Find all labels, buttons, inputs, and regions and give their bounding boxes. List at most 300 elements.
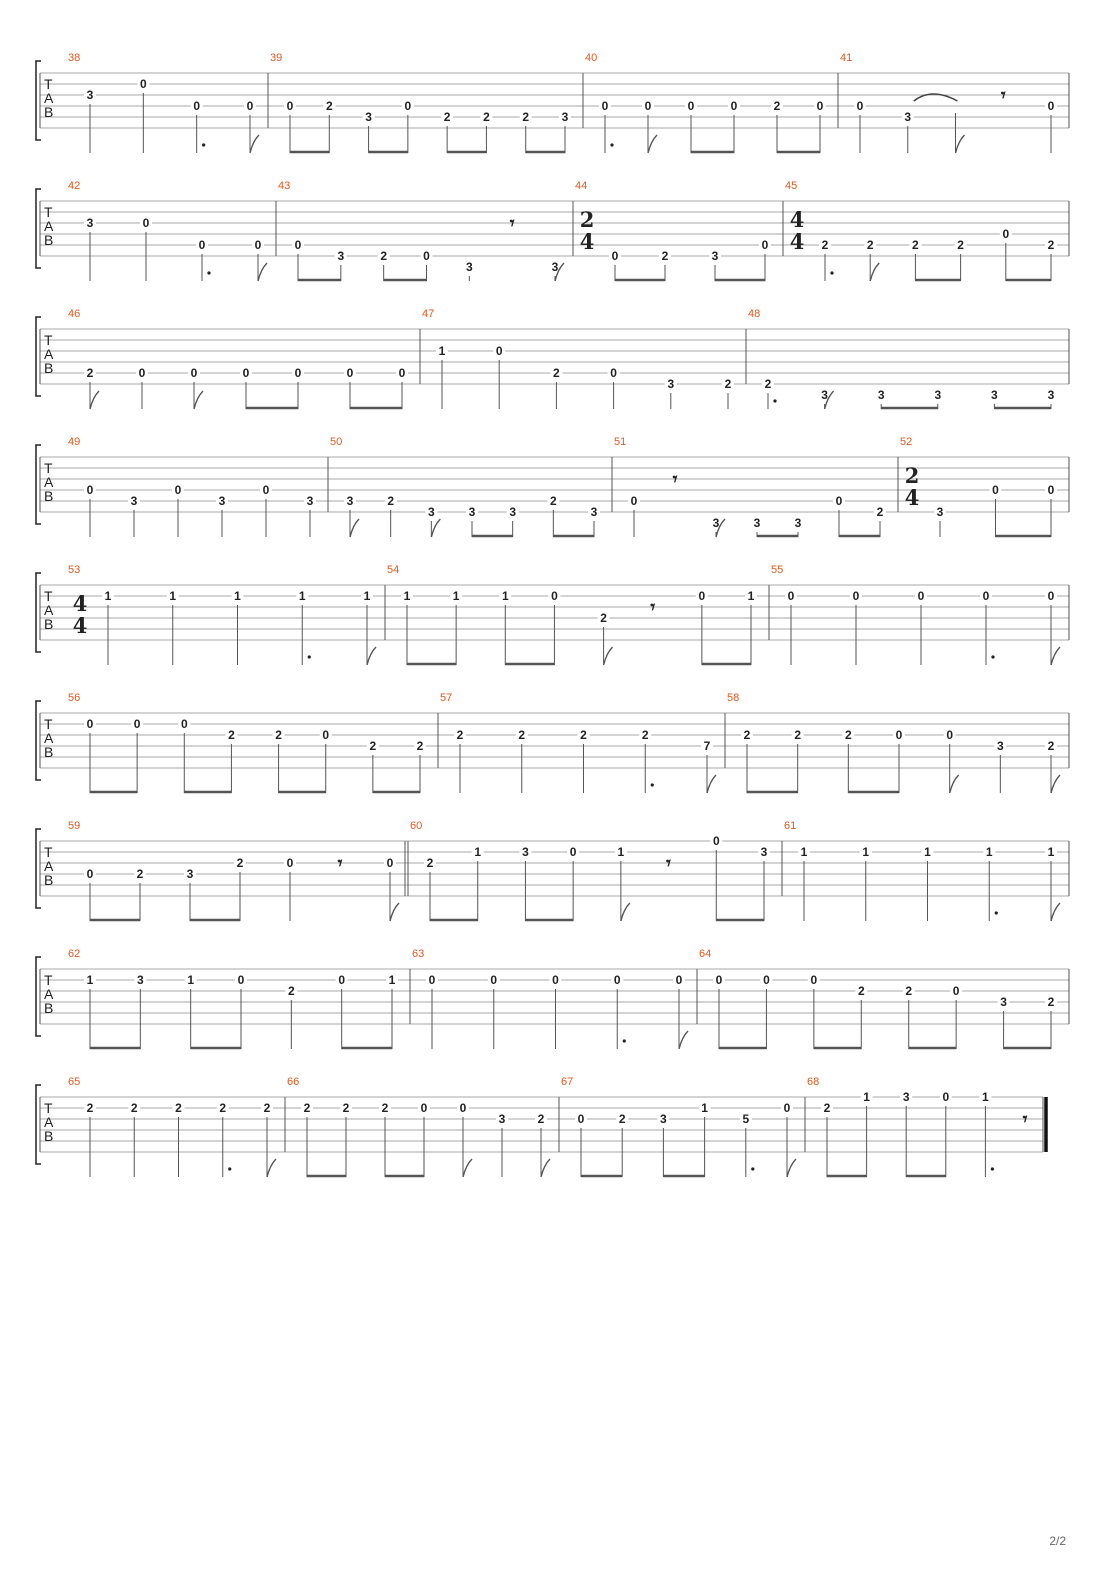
fret-number: 0 [942,1090,950,1104]
measure-number: 65 [68,1076,81,1088]
eighth-rest: 𝄾 [337,853,343,874]
fret-number: 2 [876,505,884,519]
fret-number: 3 [996,739,1004,753]
measure-61 [784,820,1060,921]
measure-44 [575,180,771,281]
fret-number: 3 [509,505,517,519]
fret-number: 3 [346,494,354,508]
fret-number: 5 [742,1112,750,1126]
measure-number: 45 [785,180,798,192]
fret-number: 0 [398,366,406,380]
fret-number: 3 [465,260,473,274]
tab-clef-letter: T [44,332,53,348]
fret-number: 1 [862,845,870,859]
fret-number: 0 [613,973,621,987]
fret-number: 0 [992,483,999,497]
fret-number: 3 [712,516,720,530]
fret-number: 1 [924,845,931,859]
fret-number: 0 [286,99,294,113]
fret-number: 1 [187,973,195,987]
fret-number: 2 [228,728,235,742]
measure-64 [699,948,1057,1049]
fret-number: 1 [617,845,625,859]
eighth-rest: 𝄾 [672,469,678,490]
fret-number: 2 [456,728,464,742]
duration-dot [202,143,205,146]
measure-58 [727,692,1060,793]
fret-number: 2 [580,728,587,742]
fret-number: 0 [86,717,94,731]
fret-number: 2 [794,728,802,742]
fret-number: 2 [387,494,395,508]
fret-number: 2 [483,110,490,124]
eighth-flag [267,1159,276,1177]
fret-number: 3 [667,377,675,391]
fret-number: 1 [169,589,177,603]
fret-number: 0 [86,483,94,497]
duration-dot [651,783,654,786]
duration-dot [308,655,311,658]
tab-clef-letter: B [44,1000,54,1016]
time-signature-bottom: 4 [904,485,920,510]
fret-number: 0 [86,867,94,881]
eighth-flag [541,1159,550,1177]
measure-55 [771,564,1060,665]
tab-clef-letter: T [44,972,53,988]
measure-number: 54 [387,564,400,576]
fret-number: 0 [139,77,147,91]
eighth-flag [258,263,267,281]
fret-number: 2 [175,1101,182,1115]
measure-68 [807,1076,1046,1177]
measure-51 [614,436,886,537]
eighth-flag [870,263,879,281]
fret-number: 0 [675,973,683,987]
fret-number: 0 [601,99,609,113]
fret-number: 2 [600,611,607,625]
fret-number: 0 [254,238,262,252]
fret-number: 3 [86,216,94,230]
fret-number: 0 [428,973,436,987]
eighth-rest: 𝄾 [1000,85,1006,106]
fret-number: 2 [821,238,829,252]
tab-system-7 [36,820,1069,921]
measure-number: 50 [330,436,343,448]
eighth-flag [707,775,716,793]
fret-number: 0 [242,366,250,380]
measure-number: 58 [727,692,740,704]
measure-number: 56 [68,692,81,704]
fret-number: 0 [856,99,864,113]
measure-number: 63 [412,948,425,960]
measure-57 [440,692,716,793]
fret-number: 2 [618,1112,626,1126]
eighth-flag [621,903,630,921]
fret-number: 0 [577,1112,585,1126]
fret-number: 2 [553,366,560,380]
tab-system-5 [36,564,1069,665]
fret-number: 2 [443,110,451,124]
duration-dot [610,143,613,146]
eighth-flag [679,1031,688,1049]
fret-number: 0 [420,1101,428,1115]
fret-number: 0 [852,589,860,603]
fret-number: 0 [174,483,182,497]
eighth-flag [367,647,376,665]
fret-number: 2 [857,984,865,998]
tab-clef-letter: A [44,986,54,1002]
tab-clef-letter: A [44,474,54,490]
time-signature-top: 4 [72,591,88,616]
fret-number: 2 [661,249,669,263]
fret-number: 1 [388,973,396,987]
fret-number: 2 [522,110,530,124]
fret-number: 3 [821,388,828,402]
duration-dot [991,655,994,658]
measure-60 [405,820,770,921]
fret-number: 0 [1047,589,1055,603]
fret-number: 2 [764,377,772,391]
fret-number: 0 [761,238,769,252]
fret-number: 0 [294,238,302,252]
fret-number: 2 [369,739,377,753]
measure-65 [68,1076,276,1177]
measure-number: 68 [807,1076,820,1088]
tab-clef-letter: T [44,588,53,604]
duration-dot [995,911,998,914]
measure-54 [387,564,757,665]
fret-number: 1 [452,589,460,603]
measure-40 [585,52,826,153]
fret-number: 2 [641,728,649,742]
fret-number: 3 [551,260,559,274]
eighth-flag [350,519,359,537]
fret-number: 7 [703,739,711,753]
tab-system-6 [36,692,1069,793]
time-signature-bottom: 4 [72,613,88,638]
fret-number: 0 [715,973,723,987]
fret-number: 1 [747,589,755,603]
eighth-flag [90,391,99,409]
fret-number: 0 [763,973,770,987]
eighth-flag [250,135,259,153]
fret-number: 1 [501,589,509,603]
measure-45 [785,180,1057,281]
duration-dot [228,1167,231,1170]
fret-number: 0 [262,483,270,497]
fret-number: 0 [459,1101,467,1115]
fret-number: 2 [236,856,244,870]
eighth-flag [787,1159,796,1177]
fret-number: 2 [416,739,424,753]
fret-number: 0 [180,717,188,731]
fret-number: 0 [294,366,302,380]
time-signature-top: 2 [904,463,920,488]
fret-number: 0 [338,973,346,987]
tab-clef-letter: A [44,346,54,362]
fret-number: 2 [426,856,434,870]
fret-number: 2 [823,1101,831,1115]
fret-number: 3 [186,867,194,881]
eighth-flag [390,903,399,921]
time-signature-bottom: 4 [579,229,595,254]
duration-dot [830,271,833,274]
tab-clef-letter: A [44,218,54,234]
duration-dot [751,1167,754,1170]
measure-62 [68,948,398,1049]
fret-number: 3 [711,249,719,263]
fret-number: 0 [490,973,498,987]
measure-number: 67 [561,1076,574,1088]
eighth-rest: 𝄾 [1022,1109,1028,1130]
fret-number: 2 [866,238,874,252]
measure-number: 57 [440,692,453,704]
fret-number: 3 [590,505,598,519]
eighth-flag [1051,647,1060,665]
fret-number: 0 [816,99,824,113]
fret-number: 1 [800,845,808,859]
fret-number: 0 [237,973,245,987]
tab-clef-letter: T [44,716,53,732]
measure-number: 52 [900,436,913,448]
fret-number: 0 [712,834,720,848]
fret-number: 3 [468,505,476,519]
measure-53 [68,564,376,665]
measure-number: 64 [699,948,712,960]
tab-clef-letter: B [44,360,54,376]
measure-number: 53 [68,564,81,576]
fret-number: 0 [946,728,954,742]
eighth-rest: 𝄾 [666,853,671,874]
measure-43 [278,180,564,281]
fret-number: 0 [787,589,795,603]
duration-dot [207,271,210,274]
fret-number: 0 [190,366,198,380]
fret-number: 2 [86,1101,94,1115]
fret-number: 0 [952,984,960,998]
measure-number: 51 [614,436,627,448]
fret-number: 0 [783,1101,791,1115]
fret-number: 3 [877,388,885,402]
fret-number: 2 [912,238,919,252]
fret-number: 3 [660,1112,667,1126]
page-number: 2/2 [1049,1534,1066,1548]
measure-number: 59 [68,820,81,832]
tab-clef-letter: T [44,460,53,476]
duration-dot [773,399,776,402]
time-signature-top: 2 [579,207,595,232]
fret-number: 2 [381,1101,389,1115]
fret-number: 2 [219,1101,227,1115]
tab-clef-letter: T [44,76,53,92]
eighth-flag [431,519,440,537]
fret-number: 0 [142,216,150,230]
fret-number: 0 [895,728,903,742]
measure-49 [68,436,316,537]
fret-number: 1 [982,1090,989,1104]
fret-number: 2 [1047,995,1055,1009]
fret-number: 0 [423,249,430,263]
fret-number: 2 [136,867,144,881]
fret-number: 0 [1047,99,1055,113]
measure-number: 66 [287,1076,300,1088]
fret-number: 1 [86,973,94,987]
fret-number: 0 [630,494,638,508]
tab-clef-letter: B [44,488,54,504]
fret-number: 2 [325,99,333,113]
fret-number: 1 [701,1101,708,1115]
fret-number: 3 [561,110,569,124]
eighth-rest: 𝄾 [650,597,656,618]
fret-number: 2 [549,494,557,508]
fret-number: 3 [306,494,314,508]
eighth-flag [956,135,965,153]
fret-number: 1 [363,589,371,603]
fret-number: 0 [810,973,818,987]
fret-number: 3 [136,973,144,987]
measure-46 [68,308,408,409]
fret-number: 0 [730,99,738,113]
fret-number: 1 [985,845,993,859]
fret-number: 2 [905,984,913,998]
measure-number: 38 [68,52,81,64]
fret-number: 0 [404,99,412,113]
eighth-flag [604,647,613,665]
fret-number: 0 [1047,483,1055,497]
fret-number: 3 [130,494,138,508]
fret-number: 2 [275,728,282,742]
tab-clef-letter: A [44,602,54,618]
measure-48 [748,308,1057,409]
tab-clef-letter: T [44,844,53,860]
measure-number: 55 [771,564,784,576]
fret-number: 2 [957,238,964,252]
measure-number: 42 [68,180,81,192]
fret-number: 3 [753,516,761,530]
fret-number: 0 [835,494,843,508]
measure-56 [68,692,426,793]
eighth-flag [648,135,657,153]
tab-clef-letter: B [44,232,54,248]
eighth-rest: 𝄾 [509,213,515,234]
fret-number: 3 [1000,995,1007,1009]
tab-clef-letter: B [44,104,54,120]
fret-number: 3 [522,845,529,859]
measure-number: 62 [68,948,81,960]
duration-dot [991,1167,994,1170]
eighth-flag [463,1159,472,1177]
measure-63 [412,948,688,1049]
fret-number: 0 [198,238,206,252]
measure-number: 47 [422,308,435,320]
fret-number: 2 [518,728,526,742]
fret-number: 0 [552,973,559,987]
measure-number: 41 [840,52,853,64]
measure-number: 39 [270,52,283,64]
measure-38 [68,52,259,153]
eighth-flag [950,775,959,793]
fret-number: 1 [298,589,306,603]
fret-number: 2 [844,728,852,742]
tab-clef-letter: T [44,204,53,220]
fret-number: 0 [698,589,706,603]
fret-number: 3 [902,1090,910,1104]
measure-50 [330,436,600,537]
fret-number: 0 [286,856,294,870]
tab-system-4 [36,436,1069,537]
fret-number: 0 [569,845,577,859]
fret-number: 2 [342,1101,350,1115]
fret-number: 3 [794,516,802,530]
tab-system-2 [36,180,1069,281]
fret-number: 3 [427,505,435,519]
fret-number: 0 [1002,227,1010,241]
tab-system-3 [36,308,1069,409]
fret-number: 0 [917,589,925,603]
fret-number: 2 [380,249,388,263]
tab-clef-letter: B [44,744,54,760]
fret-number: 0 [611,249,619,263]
fret-number: 2 [130,1101,138,1115]
eighth-flag [1051,775,1060,793]
fret-number: 3 [934,388,942,402]
tab-clef-letter: A [44,1114,54,1130]
fret-number: 2 [773,99,781,113]
eighth-flag [194,391,203,409]
tab-system-8 [36,948,1069,1049]
measure-67 [561,1076,796,1177]
fret-number: 0 [386,856,394,870]
fret-number: 1 [438,344,446,358]
fret-number: 3 [218,494,226,508]
measure-number: 43 [278,180,291,192]
fret-number: 0 [346,366,354,380]
fret-number: 0 [610,366,617,380]
fret-number: 2 [263,1101,271,1115]
fret-number: 0 [495,344,503,358]
fret-number: 3 [904,110,912,124]
fret-number: 2 [1047,739,1055,753]
measure-59 [68,820,399,921]
measure-number: 49 [68,436,81,448]
fret-number: 0 [687,99,695,113]
measure-number: 60 [410,820,423,832]
measure-42 [68,180,267,281]
measure-number: 40 [585,52,598,64]
fret-number: 3 [337,249,345,263]
tab-clef-letter: A [44,858,54,874]
fret-number: 2 [724,377,732,391]
measure-52 [900,436,1057,537]
fret-number: 0 [193,99,201,113]
measure-39 [270,52,571,153]
fret-number: 1 [863,1090,870,1104]
fret-number: 0 [551,589,558,603]
tab-clef-letter: B [44,872,54,888]
fret-number: 1 [403,589,411,603]
tab-clef-letter: B [44,616,54,632]
fret-number: 1 [474,845,482,859]
fret-number: 3 [86,88,94,102]
fret-number: 3 [1047,388,1055,402]
fret-number: 2 [287,984,295,998]
fret-number: 3 [991,388,998,402]
fret-number: 0 [246,99,254,113]
fret-number: 2 [86,366,94,380]
duration-dot [623,1039,626,1042]
tab-clef-letter: A [44,730,54,746]
measure-66 [287,1076,550,1177]
